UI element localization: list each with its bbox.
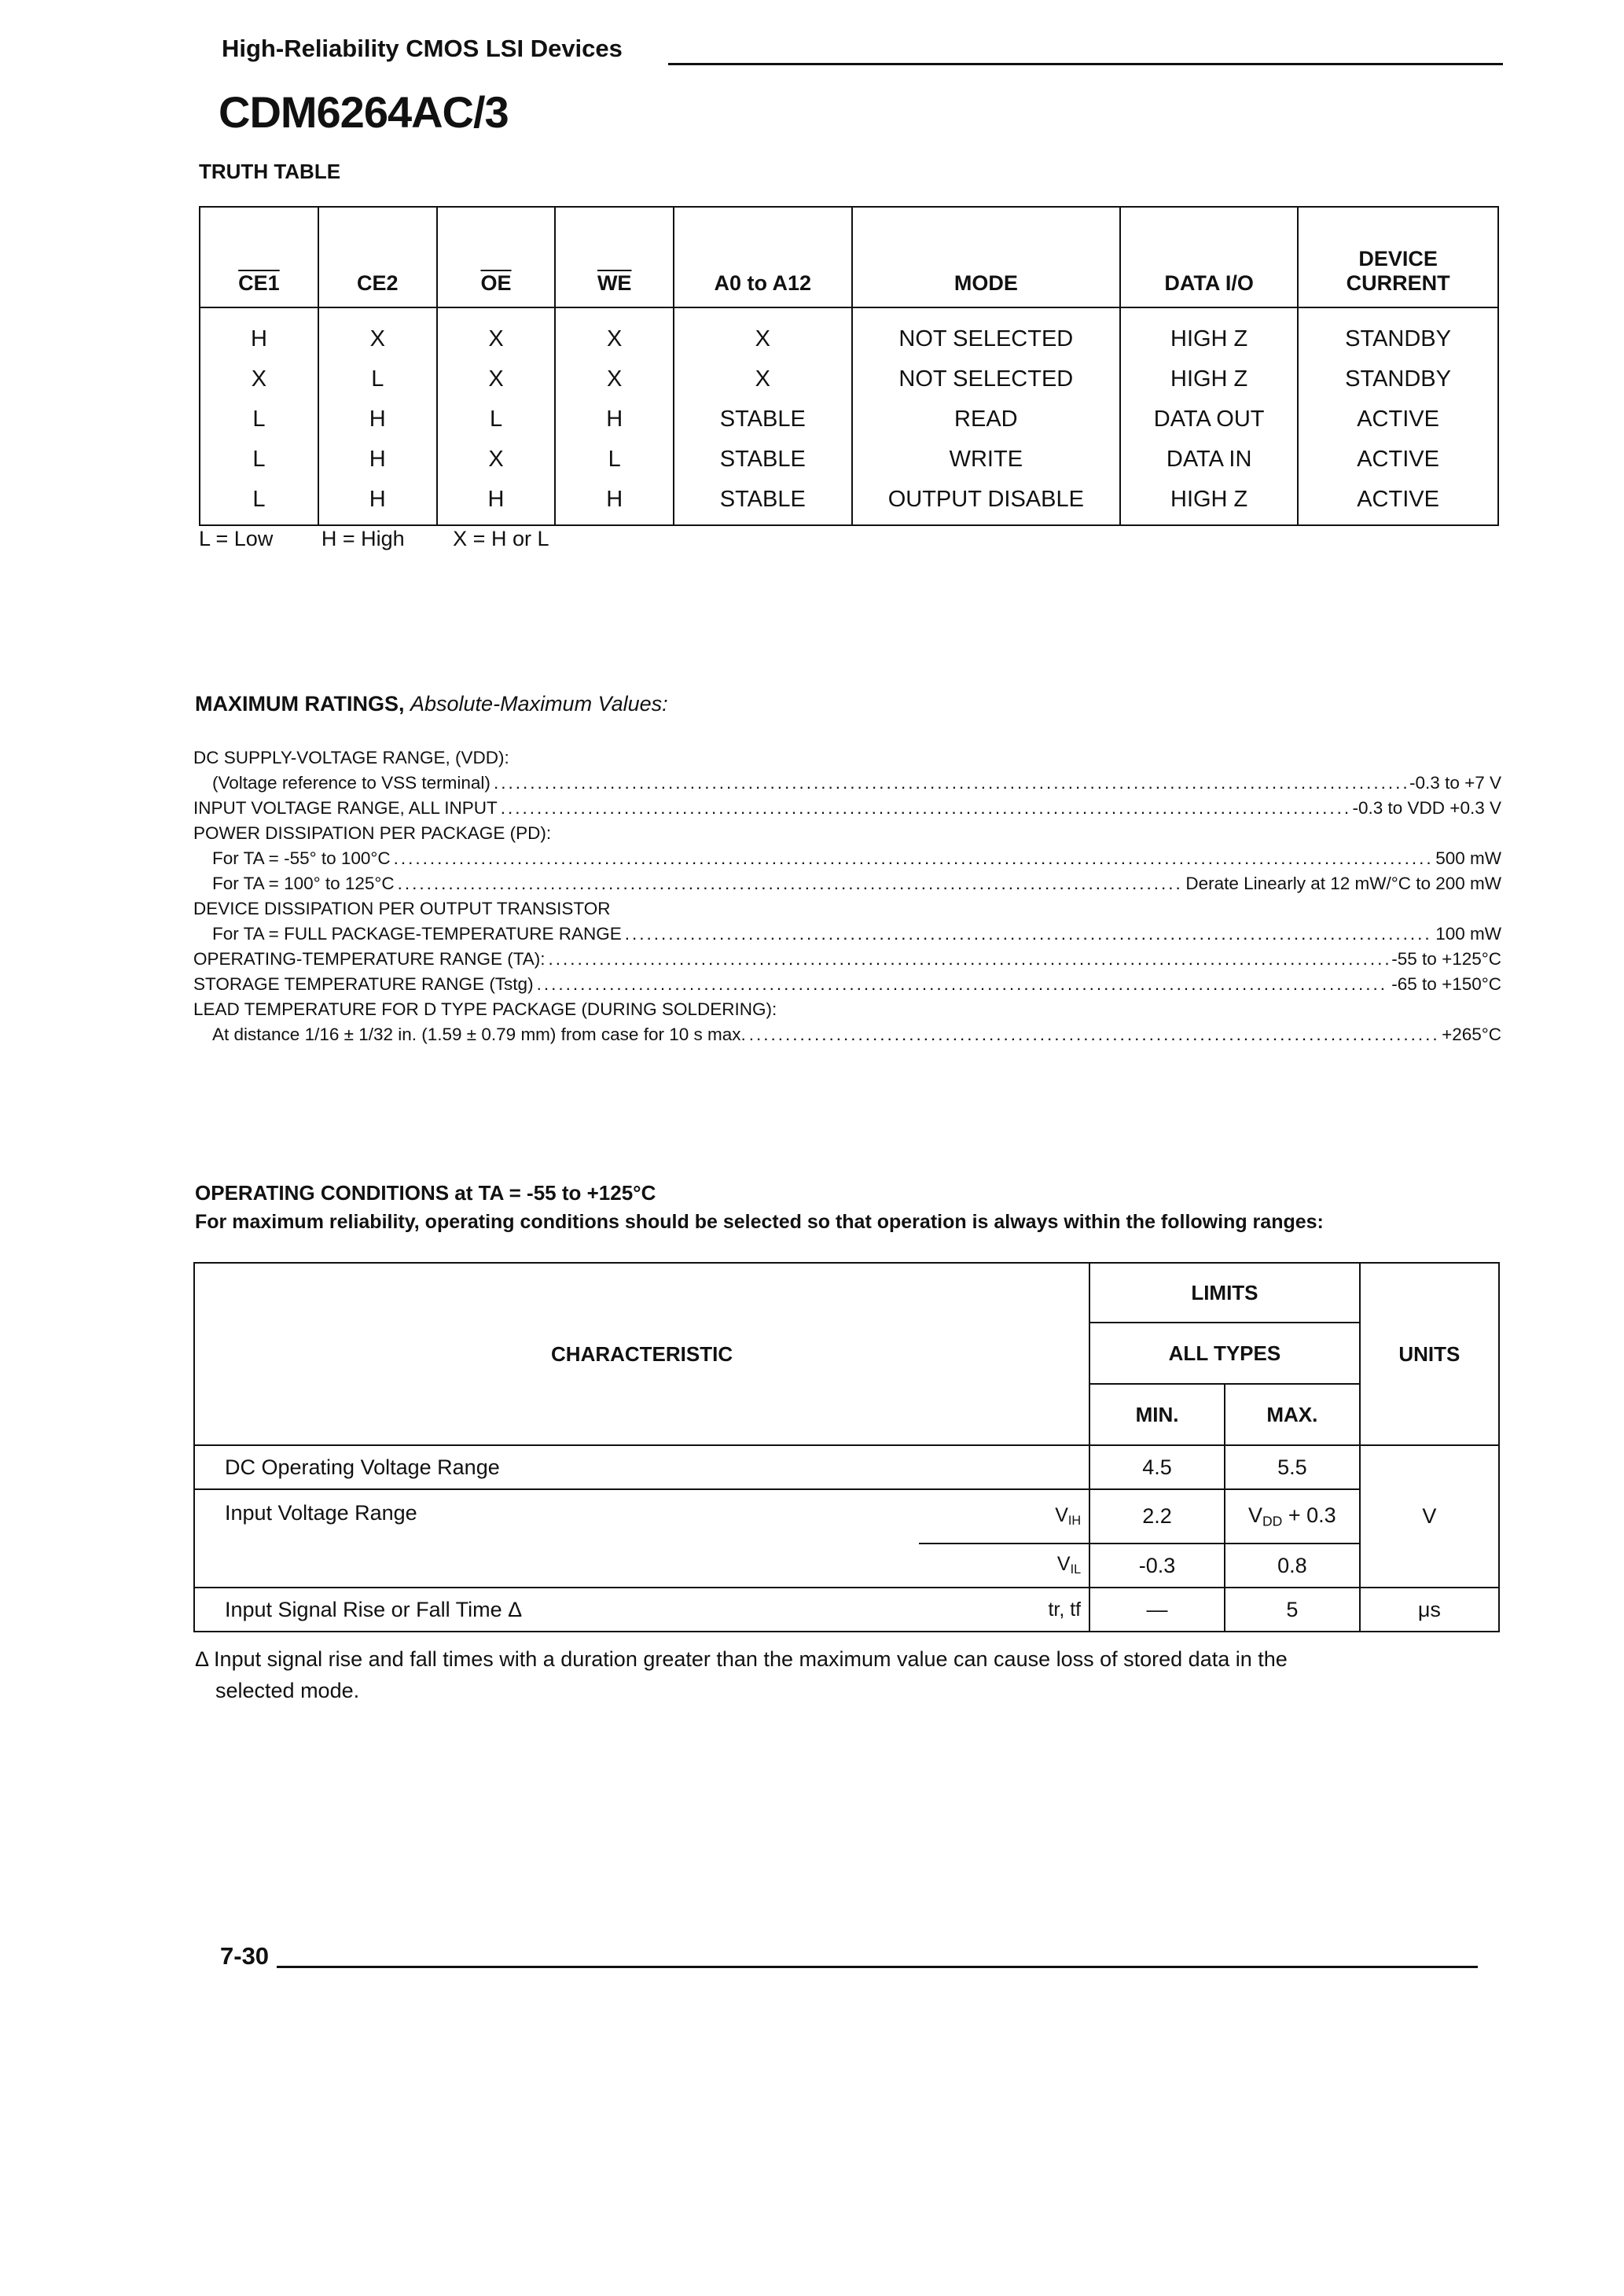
operating-conditions-title: OPERATING CONDITIONS at TA = -55 to +125°C: [195, 1181, 656, 1205]
rating-label: For TA = 100° to 125°C: [212, 874, 395, 893]
rating-value: +265°C: [1442, 1025, 1501, 1044]
rating-label: At distance 1/16 ± 1/32 in. (1.59 ± 0.79 mm) from case for 10 s max.: [212, 1025, 746, 1044]
cell: READ: [852, 399, 1121, 440]
rating-label: OPERATING-TEMPERATURE RANGE (TA):: [193, 949, 546, 969]
list-item: [193, 745, 1501, 771]
header-units: UNITS: [1360, 1263, 1499, 1445]
table-row: [194, 1489, 1499, 1544]
header-characteristic: CHARACTERISTIC: [194, 1263, 1089, 1445]
table-row: [194, 1544, 1499, 1588]
max-ratings-list: [193, 745, 1501, 1047]
footnote-line: selected mode.: [215, 1679, 360, 1702]
value-min: 2.2: [1089, 1489, 1225, 1544]
cell: H: [437, 480, 556, 525]
cell: H: [318, 440, 437, 480]
rating-label: POWER DISSIPATION PER PACKAGE (PD):: [193, 823, 552, 843]
cell: DATA OUT: [1120, 399, 1298, 440]
part-number-title: CDM6264AC/3: [219, 87, 509, 137]
list-item: [193, 821, 1501, 846]
rating-label: DEVICE DISSIPATION PER OUTPUT TRANSISTOR: [193, 899, 611, 918]
char-name: DC Operating Voltage Range: [194, 1445, 919, 1489]
cell: X: [555, 307, 674, 359]
list-item: [193, 922, 1501, 947]
cell: STANDBY: [1298, 307, 1498, 359]
leader-dots: [625, 922, 1432, 947]
cell: ACTIVE: [1298, 480, 1498, 525]
cell: X: [437, 307, 556, 359]
cell: L: [437, 399, 556, 440]
rating-label: DC SUPPLY-VOLTAGE RANGE, (VDD):: [193, 748, 509, 767]
cell: H: [200, 307, 318, 359]
list-item: [193, 1022, 1501, 1047]
cell: STABLE: [674, 480, 851, 525]
cell: ACTIVE: [1298, 440, 1498, 480]
value-max: 5: [1225, 1588, 1360, 1632]
value-max: $V_{DD} + 0.3$: [1225, 1489, 1360, 1544]
cell: OUTPUT DISABLE: [852, 480, 1121, 525]
rating-value: 100 mW: [1435, 924, 1501, 944]
rating-label: (Voltage reference to VSS terminal): [212, 773, 491, 793]
value-min: -0.3: [1089, 1544, 1225, 1588]
table-row: [194, 1445, 1499, 1489]
table-row: [194, 1588, 1499, 1632]
cell: HIGH Z: [1120, 307, 1298, 359]
rating-label: For TA = -55° to 100°C: [212, 848, 391, 868]
cell: NOT SELECTED: [852, 359, 1121, 399]
rating-value: 500 mW: [1435, 848, 1501, 868]
cell: ACTIVE: [1298, 399, 1498, 440]
rating-value: Derate Linearly at 12 mW/°C to 200 mW: [1185, 874, 1501, 893]
rating-label: INPUT VOLTAGE RANGE, ALL INPUT: [193, 798, 498, 818]
unit-voltage: V: [1360, 1445, 1499, 1588]
max-ratings-title: [195, 692, 668, 716]
list-item: [193, 771, 1501, 796]
cell: L: [200, 440, 318, 480]
cell: L: [318, 359, 437, 399]
cell: DATA IN: [1120, 440, 1298, 480]
rise-fall-footnote: [195, 1643, 1484, 1706]
unit-time: μs: [1360, 1588, 1499, 1632]
cell: HIGH Z: [1120, 359, 1298, 399]
col-device-current: DEVICE CURRENT: [1298, 207, 1498, 307]
rating-label: STORAGE TEMPERATURE RANGE (Tstg): [193, 974, 534, 994]
rating-value: -0.3 to +7 V: [1409, 773, 1501, 793]
truth-table: [199, 206, 1499, 526]
rating-value: -55 to +125°C: [1391, 949, 1501, 969]
leader-dots: [398, 871, 1183, 896]
table-row: [200, 480, 1498, 525]
table-row: [200, 359, 1498, 399]
list-item: [193, 972, 1501, 997]
table-row: [200, 399, 1498, 440]
truth-table-legend: [199, 527, 591, 551]
cell: L: [200, 399, 318, 440]
truth-table-title: TRUTH TABLE: [199, 160, 341, 183]
cell: NOT SELECTED: [852, 307, 1121, 359]
cell: H: [555, 399, 674, 440]
leader-dots: [549, 947, 1389, 972]
page-number: 7-30: [220, 1942, 270, 1970]
leader-dots: [394, 846, 1433, 871]
list-item: [193, 846, 1501, 871]
rating-value: -65 to +150°C: [1391, 974, 1501, 994]
cell: H: [555, 480, 674, 525]
char-symbol: [919, 1445, 1090, 1489]
cell: WRITE: [852, 440, 1121, 480]
table-row: [200, 307, 1498, 359]
cell: H: [318, 480, 437, 525]
table-row: [200, 440, 1498, 480]
max-ratings-title-italic: Absolute-Maximum Values:: [410, 692, 668, 716]
col-data-io: DATA I/O: [1120, 207, 1298, 307]
char-name: Input Voltage Range: [194, 1489, 919, 1544]
cell: X: [437, 440, 556, 480]
cell: H: [318, 399, 437, 440]
header-rule: [668, 63, 1503, 65]
header-all-types: ALL TYPES: [1089, 1323, 1360, 1384]
rating-value: -0.3 to VDD +0.3 V: [1352, 798, 1501, 818]
list-item: [193, 796, 1501, 821]
cell: STABLE: [674, 440, 851, 480]
char-symbol: $V_{IH}$: [919, 1489, 1090, 1544]
header-limits: LIMITS: [1089, 1263, 1360, 1323]
leader-dots: [501, 796, 1350, 821]
legend-high: H = High: [321, 527, 405, 550]
leader-dots: [494, 771, 1406, 796]
rating-label: LEAD TEMPERATURE FOR D TYPE PACKAGE (DURING SOLDERING):: [193, 999, 777, 1019]
cell: X: [437, 359, 556, 399]
cell: L: [200, 480, 318, 525]
header-min: MIN.: [1089, 1384, 1225, 1445]
cell: X: [674, 307, 851, 359]
char-symbol: tr, tf: [919, 1588, 1090, 1632]
leader-dots: [749, 1022, 1438, 1047]
char-name: [194, 1544, 919, 1588]
char-symbol: $V_{IL}$: [919, 1544, 1090, 1588]
operating-conditions-subtitle: For maximum reliability, operating conditions should be selected so that operation is always within the following ranges:: [195, 1211, 1324, 1233]
max-ratings-title-bold: MAXIMUM RATINGS,: [195, 692, 405, 716]
cell: X: [200, 359, 318, 399]
header-max: MAX.: [1225, 1384, 1360, 1445]
col-ce2: CE2: [318, 207, 437, 307]
col-mode: MODE: [852, 207, 1121, 307]
col-address: A0 to A12: [674, 207, 851, 307]
footer-rule: [277, 1966, 1478, 1968]
value-max: 0.8: [1225, 1544, 1360, 1588]
footnote-line: Δ Input signal rise and fall times with a duration greater than the maximum value can cause loss of stored data in the: [195, 1647, 1288, 1671]
value-min: —: [1089, 1588, 1225, 1632]
col-oe: $\overline{OE}$: [437, 207, 556, 307]
list-item: [193, 947, 1501, 972]
cell: STANDBY: [1298, 359, 1498, 399]
header-series: High-Reliability CMOS LSI Devices: [222, 35, 623, 62]
table-header-row: [194, 1263, 1499, 1323]
operating-conditions-table: [193, 1262, 1500, 1632]
truth-table-header: [200, 207, 1498, 307]
leader-dots: [537, 972, 1389, 997]
cell: L: [555, 440, 674, 480]
cell: X: [555, 359, 674, 399]
list-item: [193, 896, 1501, 922]
value-max: 5.5: [1225, 1445, 1360, 1489]
cell: STABLE: [674, 399, 851, 440]
cell: X: [318, 307, 437, 359]
legend-low: L = Low: [199, 527, 274, 550]
char-name: Input Signal Rise or Fall Time Δ: [194, 1588, 919, 1632]
legend-either: X = H or L: [453, 527, 549, 550]
list-item: [193, 997, 1501, 1022]
cell: HIGH Z: [1120, 480, 1298, 525]
cell: X: [674, 359, 851, 399]
value-min: 4.5: [1089, 1445, 1225, 1489]
rating-label: For TA = FULL PACKAGE-TEMPERATURE RANGE: [212, 924, 622, 944]
col-we: $\overline{WE}$: [555, 207, 674, 307]
list-item: [193, 871, 1501, 896]
col-ce1: CE1: [200, 207, 318, 307]
